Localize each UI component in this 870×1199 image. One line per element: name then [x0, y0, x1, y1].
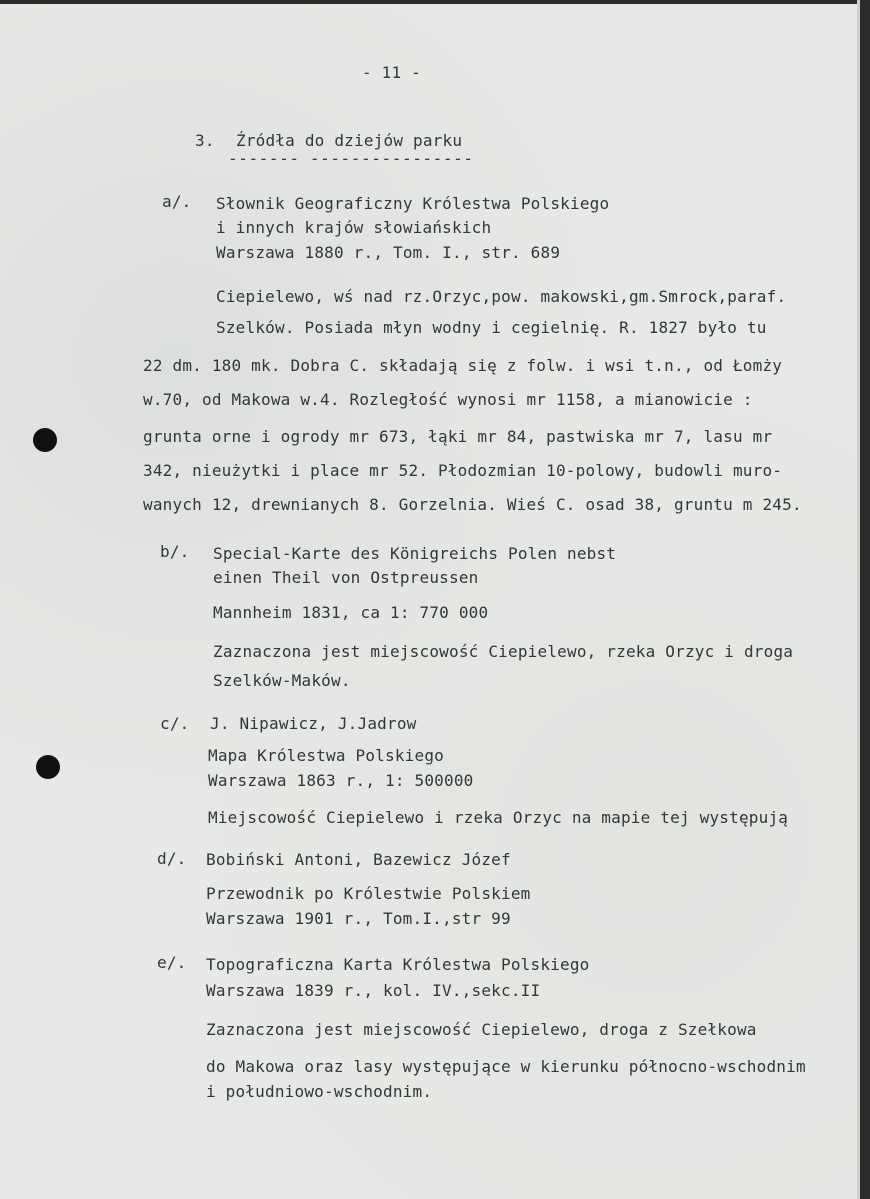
entry-e-marker: e/. — [157, 953, 187, 972]
entry-a-subtitle: i innych krajów słowiańskich — [216, 218, 492, 237]
entry-c-authors: J. Nipawicz, J.Jadrow — [210, 714, 417, 733]
entry-b-title: Special-Karte des Königreichs Polen nebst — [213, 544, 617, 563]
entry-a-title: Słownik Geograficzny Królestwa Polskiego — [216, 194, 610, 213]
entry-e-note: i południowo-wschodnim. — [206, 1082, 433, 1101]
entry-a-marker: a/. — [162, 192, 192, 211]
entry-c-title: Mapa Królestwa Polskiego — [208, 746, 444, 765]
entry-e-title: Topograficzna Karta Królestwa Polskiego — [206, 955, 590, 974]
entry-c-publication: Warszawa 1863 r., 1: 500000 — [208, 771, 474, 790]
entry-e-note: Zaznaczona jest miejscowość Ciepielewo, droga z Szełkowa — [206, 1020, 757, 1039]
entry-c-marker: c/. — [160, 714, 190, 733]
punch-hole-bottom — [36, 755, 60, 779]
entry-e-note: do Makowa oraz lasy występujące w kierunku północno-wschodnim — [206, 1057, 806, 1076]
entry-b-subtitle: einen Theil von Ostpreussen — [213, 568, 479, 587]
entry-a-body-line: 342, nieużytki i place mr 52. Płodozmian 10-polowy, budowli muro- — [143, 461, 783, 480]
entry-d-authors: Bobiński Antoni, Bazewicz Józef — [206, 850, 511, 869]
section-title: Źródła do dziejów parku — [236, 131, 463, 150]
entry-d-title: Przewodnik po Królestwie Polskiem — [206, 884, 531, 903]
entry-c-note: Miejscowość Ciepielewo i rzeka Orzyc na mapie tej występują — [208, 808, 789, 827]
entry-a-body-line: wanych 12, drewnianych 8. Gorzelnia. Wieś C. osad 38, gruntu m 245. — [143, 495, 802, 514]
section-title-underline: ------- ---------------- — [228, 149, 474, 168]
scan-edge-top — [0, 0, 870, 4]
entry-b-note: Szelków-Maków. — [213, 671, 351, 690]
entry-d-marker: d/. — [157, 849, 187, 868]
entry-b-marker: b/. — [160, 542, 190, 561]
entry-e-publication: Warszawa 1839 r., kol. IV.,sekc.II — [206, 981, 541, 1000]
entry-d-publication: Warszawa 1901 r., Tom.I.,str 99 — [206, 909, 511, 928]
punch-hole-top — [33, 428, 57, 452]
entry-a-body-line: Ciepielewo, wś nad rz.Orzyc,pow. makowski,gm.Smrock,paraf. — [216, 287, 787, 306]
entry-a-body-line: 22 dm. 180 mk. Dobra C. składają się z folw. i wsi t.n., od Łomży — [143, 356, 783, 375]
page-number: - 11 - — [362, 63, 421, 82]
entry-b-note: Zaznaczona jest miejscowość Ciepielewo, rzeka Orzyc i droga — [213, 642, 794, 661]
scan-edge-right — [860, 0, 870, 1199]
entry-a-body-line: Szelków. Posiada młyn wodny i cegielnię. R. 1827 było tu — [216, 318, 767, 337]
entry-b-publication: Mannheim 1831, ca 1: 770 000 — [213, 603, 489, 622]
section-number: 3. — [195, 131, 215, 150]
entry-a-body-line: w.70, od Makowa w.4. Rozległość wynosi mr 1158, a mianowicie : — [143, 390, 753, 409]
entry-a-body-line: grunta orne i ogrody mr 673, łąki mr 84, pastwiska mr 7, lasu mr — [143, 427, 773, 446]
entry-a-publication: Warszawa 1880 r., Tom. I., str. 689 — [216, 243, 561, 262]
